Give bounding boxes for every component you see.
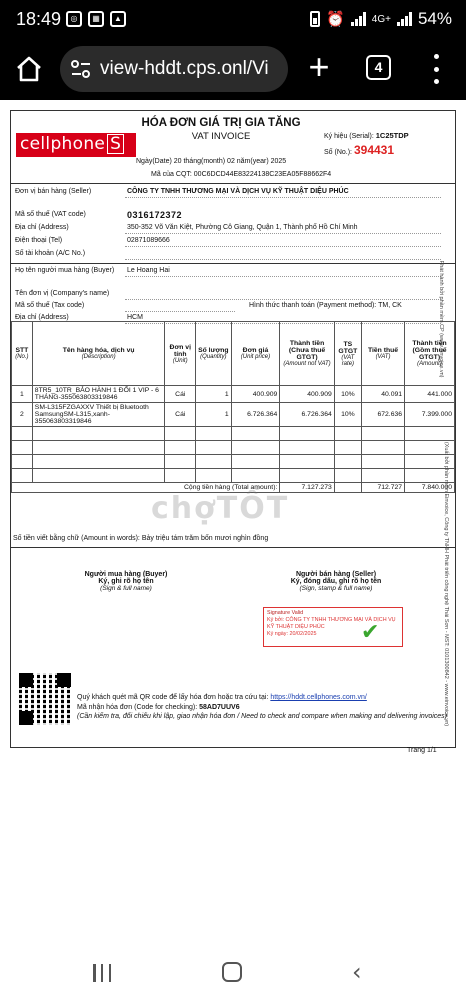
signal-icon-2 (397, 12, 412, 26)
battery-saver-icon (310, 11, 320, 27)
buyer-address: HCM (127, 314, 143, 321)
digital-signature-stamp: Signature Valid Ký bởi: CÔNG TY TNHH THƯƠNG MẠI VÀ DỊCH VỤ KỸ THUẬT DIỆU PHÚC Ký ngày: 20/02/2025 (263, 607, 403, 647)
total-row: Cộng tiền hàng (Total amount): 7.127.273 712.727 7.840.000 (12, 483, 455, 493)
buyer-label: Họ tên người mua hàng (Buyer) (15, 267, 115, 274)
url-text: view-hddt.cps.onl/Vi (100, 58, 269, 79)
col-qty: Số lượng (Quantity) (196, 322, 232, 386)
alarm-icon: ⏰ (326, 11, 345, 28)
buyer-name: Le Hoang Hai (127, 267, 170, 274)
divider (11, 263, 455, 264)
signal-icon (351, 12, 366, 26)
items-table (11, 321, 455, 493)
buyer-address-label: Địa chỉ (Address) (15, 314, 69, 321)
col-total: Thành tiền (Gồm thuế GTGT) (Amount) (405, 322, 455, 386)
system-icons (310, 9, 452, 29)
col-desc: Tên hàng hóa, dịch vụ (Description) (32, 322, 165, 386)
new-tab-button[interactable]: + (308, 46, 330, 87)
page-content (0, 100, 466, 952)
invoice-serial: Ký hiệu (Serial): 1C25TDP (324, 131, 409, 140)
col-no: STT (No.) (12, 322, 33, 386)
seller-tax-label: Mã số thuế (VAT code) (15, 211, 86, 218)
home-icon (14, 54, 44, 84)
divider (11, 183, 455, 184)
seller-tax: 0316172372 (127, 210, 183, 220)
recents-button[interactable] (93, 964, 111, 982)
buyer-tax-label: Mã số thuế (Tax code) (15, 302, 85, 309)
status-bar (0, 0, 466, 40)
lookup-link[interactable]: https://hddt.cellphones.com.vn/ (270, 694, 367, 701)
qr-code (19, 673, 71, 725)
status-time: 18:49 (16, 9, 62, 29)
buyer-company-label: Tên đơn vị (Company's name) (15, 290, 110, 297)
menu-button[interactable] (426, 52, 446, 86)
col-amount: Thành tiền (Chưa thuế GTGT) (Amount not VAT) (280, 322, 334, 386)
seller-signature: Người bán hàng (Seller) Ký, đóng dấu, ghi rõ họ tên (Sign, stamp & full name) (290, 571, 382, 592)
table-row: 2 SM-L315FZGAXXV Thiết bị Bluetooth SamsungSM-L315,xanh- 355063803319846 Cái 1 6.726.364 6.726.364 10% 672.636 7.399.000 (12, 403, 455, 427)
notification-icons (66, 11, 126, 27)
buyer-signature: Người mua hàng (Buyer) Ký, ghi rõ họ tên (Sign & full name) (84, 571, 168, 592)
network-type: 4G+ (371, 13, 391, 25)
page-number: Trang 1/1 (407, 747, 437, 754)
site-settings-icon (70, 58, 92, 80)
cqt-code: Mã của CQT: 00C6DCD44E83224138C23EA05F88662F4 (151, 171, 332, 178)
qr-instructions: Quý khách quét mã QR code để lấy hóa đơn hoặc tra cứu tại: https://hddt.cellphones.com.vn/ Mã nhận hóa đơn (Code for checking): 58AD7UUV6 (Cần kiểm tra, đối chiếu khi lập, giao nhận hóa đơn / Need to check and compare when making and delivering invoices) (77, 694, 447, 720)
seller-phone: 02871089666 (127, 237, 170, 244)
invoice-date: Ngày(Date) 20 tháng(month) 02 năm(year) 2025 (136, 158, 287, 165)
home-button[interactable] (14, 54, 44, 84)
cellphones-logo: cellphone S (16, 133, 136, 157)
payment-method: Hình thức thanh toán (Payment method): TM, CK (249, 302, 402, 309)
invoice-number: Số (No.): 394431 (324, 143, 395, 157)
seller-phone-label: Điện thoại (Tel) (15, 237, 63, 244)
chotot-watermark: chợTỐT (151, 491, 290, 526)
col-rate: TS GTGT (VAT rate) (334, 322, 361, 386)
home-nav-button[interactable] (222, 962, 242, 982)
app-icon: ▦ (88, 11, 104, 27)
seller-address: 350-352 Võ Văn Kiệt, Phường Cô Giang, Quận 1, Thành phố Hồ Chí Minh (127, 224, 358, 231)
side-note: Phát hành bởi phần mềm CP (www.einvoice.vn) (438, 260, 444, 378)
tab-switcher-button[interactable]: 4 (366, 55, 391, 80)
seller-account-label: Số tài khoản (A/C No.) (15, 250, 86, 257)
system-nav-bar (0, 952, 466, 1000)
table-row: 1 8TR5_10TR_BẢO HÀNH 1 ĐỔI 1 VIP - 6 THÁNG-355063803319846 Cái 1 400.909 400.909 10% 40.091 441.000 (12, 386, 455, 403)
seller-name: CÔNG TY TNHH THƯƠNG MẠI VÀ DỊCH VỤ KỸ THUẬT DIỆU PHÚC (127, 188, 349, 195)
amount-in-words: Số tiền viết bằng chữ (Amount in words): Bảy triệu tám trăm bốn mươi nghìn đồng (13, 535, 269, 542)
col-vat: Tiền thuế (VAT) (361, 322, 404, 386)
table-header (12, 322, 455, 386)
seller-address-label: Địa chỉ (Address) (15, 224, 69, 231)
url-bar[interactable] (60, 46, 288, 92)
invoice-subtitle: VAT INVOICE (191, 131, 251, 142)
gallery-icon: ▲ (110, 11, 126, 27)
browser-toolbar (0, 40, 466, 100)
divider (11, 547, 455, 548)
invoice-document (10, 110, 456, 754)
back-button[interactable]: ‹ (352, 958, 362, 986)
chrome-icon: ◎ (66, 11, 82, 27)
seller-label: Đơn vị bán hàng (Seller) (15, 188, 92, 195)
battery-percent: 54% (417, 9, 452, 28)
col-price: Đơn giá (Unit price) (231, 322, 280, 386)
side-note-2: (Xuất bởi phần mềm Einvoice, Công ty TNHH Phát triển công nghệ Thái Sơn - MST: 0101300842 - www.einvoice.vn) (443, 441, 449, 727)
col-unit: Đơn vị tính (Unit) (165, 322, 196, 386)
checkmark-icon: ✔ (361, 619, 380, 644)
invoice-title: HÓA ĐƠN GIÁ TRỊ GIA TĂNG (141, 117, 301, 129)
